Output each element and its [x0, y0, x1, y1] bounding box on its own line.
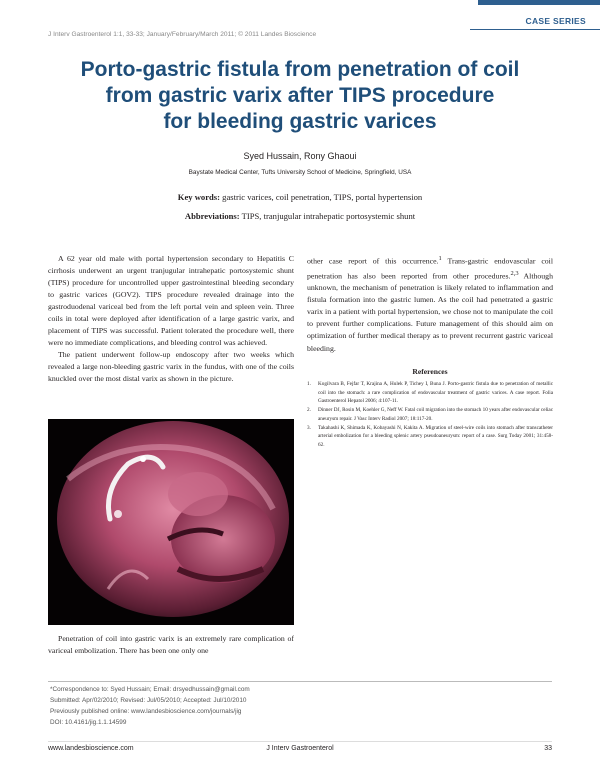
endoscopy-figure	[48, 419, 294, 625]
title-line: from gastric varix after TIPS procedure	[105, 84, 495, 107]
citation-line: J Interv Gastroenterol 1:1, 33-33; January/February/March 2011; © 2011 Landes Bioscience	[48, 31, 317, 38]
footer-journal: J Interv Gastroenterol	[266, 745, 334, 752]
body-paragraph: Penetration of coil into gastric varix is an extremely rare complication of variceal embolization. There has been one only one	[48, 634, 294, 656]
abbreviations-label: Abbreviations:	[184, 211, 240, 221]
title-line: Porto-gastric fistula from penetration of coil	[80, 58, 520, 81]
reference-item: 3. Takahashi K, Shimada K, Kobayashi N, Kakita A. Migration of steel-wire coils into stomach after transcatheter arterial embolization for a bleeding splenic artery pseudoaneurysm: report of a case. Surg Today 2001; 31:458-62.	[307, 424, 553, 448]
footer-rule	[48, 741, 552, 742]
header-accent-bar	[478, 0, 600, 5]
series-label: CASE SERIES	[525, 16, 586, 26]
correspondence-note: *Correspondence to: Syed Hussain; Email: drsyedhussain@gmail.com	[50, 686, 250, 693]
body-column-right	[307, 253, 553, 355]
affiliation: Baystate Medical Center, Tufts University School of Medicine, Springfield, USA	[188, 169, 412, 176]
reference-item: 1. Kogilvara B, Fejfar T, Krajina A, Hulek P, Tichey I, Buna J. Porto-gastric fistula due to penetration of metallic coil into the stomach: a rare complication of endovascular treatment of gastric varices. A case report. Folia Gastroenterol Hepatol 2006; 4:107-11.	[307, 381, 553, 405]
body-paragraph: other case report of this occurrence.$^1$ Trans-gastric endovascular coil penetration has also been reported from other procedures.$^{2,3}$ Although unknown, the mechanism of penetration is likely related to inflammation and fistula formation into the gastric lumen. As the coil had penetrated a gastric varix in a patient with portal hypertension, we chose not to manipulate the coil to prevent further complications. Future management of this should aim on optimization of further medical therapy as to prevent recurrent gastric variceal bleeding.	[307, 255, 554, 353]
keywords-label: Key words:	[177, 192, 221, 202]
page-number: 33	[544, 745, 552, 752]
abbreviations	[0, 211, 600, 221]
body-column-left-bottom	[48, 633, 294, 657]
authors: Syed Hussain, Rony Ghaoui	[243, 151, 357, 161]
submission-dates: Submitted: Apr/02/2010; Revised: Jul/05/2010; Accepted: Jul/10/2010	[50, 697, 247, 704]
body-column-left	[48, 253, 294, 386]
body-paragraph: The patient underwent follow-up endoscopy after two weeks which revealed a large non-bleeding gastric varix in the fundus, with one of the coils knuckled over the most distal varix as shown in the picture.	[48, 350, 294, 384]
series-rule	[470, 29, 600, 30]
reference-item: 2. Dinner DJ, Rosin M, Koehler G, Neff W. Fatal coil migration into the stomach 10 years after endovascular celiac aneurysm repair. J Vasc Interv Radiol 2007; 18:117-20.	[307, 407, 553, 422]
abbreviations-text: TIPS, tranjugular intrahepatic portosystemic shunt	[239, 211, 416, 221]
article-title	[40, 57, 560, 135]
keywords-text: gastric varices, coil penetration, TIPS, portal hypertension	[220, 192, 423, 202]
previously-published: Previously published online: www.landesbioscience.com/journals/jig	[50, 708, 242, 715]
keywords	[0, 192, 600, 202]
references-heading: References	[412, 367, 448, 376]
title-line: for bleeding gastric varices	[163, 110, 437, 133]
body-paragraph: A 62 year old male with portal hypertension secondary to Hepatitis C cirrhosis underwent an urgent tranjugular intrahepatic portosystemic shunt (TIPS) procedure for uncontrolled upper gastrointestinal bleeding secondary to gastric varices (GOV2). TIPS procedure revealed drainage into the gastroduodenal variceal bed from the left portal vein and spleen vein. Three coils in total were deployed after identification of a large gastric varix, and placement of TIPS was successful. Patient tolerated the procedure well, there were no immediate complications, and bleeding control was achieved.	[48, 254, 294, 348]
references-list	[307, 380, 553, 450]
footer-website: www.landesbioscience.com	[48, 745, 134, 752]
doi: DOI: 10.4161/jig.1.1.14599	[50, 719, 127, 726]
